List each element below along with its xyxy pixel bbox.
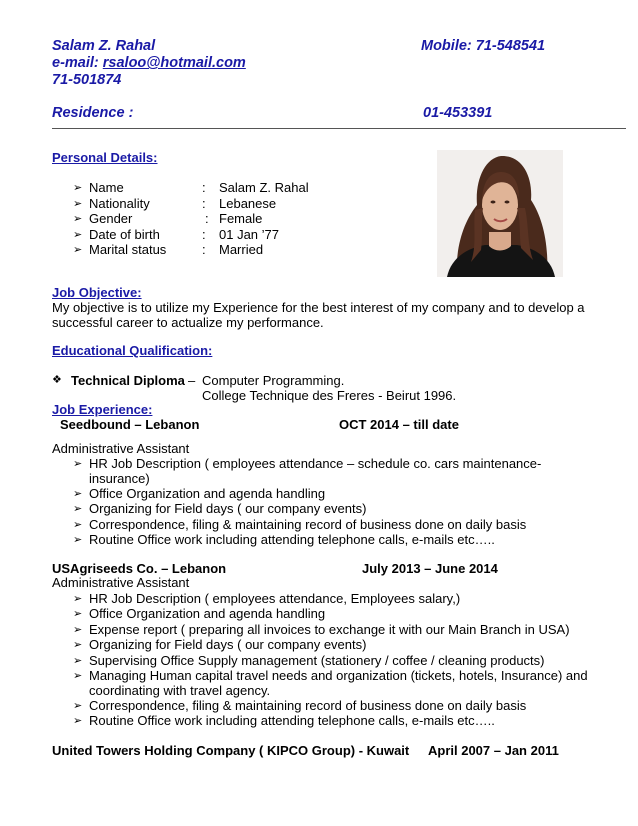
personal-details-heading: Personal Details: <box>52 150 158 165</box>
objective-text-line-1: My objective is to utilize my Experience for the best interest of my company and to develop a <box>52 300 585 315</box>
arrow-bullet-icon: ➢ <box>73 229 83 241</box>
arrow-bullet-icon: ➢ <box>73 670 83 682</box>
pd-value: Lebanese <box>219 196 277 211</box>
diamond-bullet-icon: ❖ <box>52 374 62 386</box>
arrow-bullet-icon: ➢ <box>73 593 83 605</box>
school-name: College Technique des Freres - Beirut 1996. <box>202 388 457 403</box>
job1-duty: Routine Office work including attending telephone calls, e-mails etc….. <box>89 532 495 547</box>
email-link[interactable]: rsaloo@hotmail.com <box>102 55 246 71</box>
header-divider <box>52 128 626 129</box>
pd-value: Female <box>219 211 263 226</box>
job1-duty: insurance) <box>89 471 150 486</box>
arrow-bullet-icon: ➢ <box>73 608 83 620</box>
job2-role: Administrative Assistant <box>52 575 190 590</box>
job2-company: USAgriseeds Co. – Lebanon <box>52 561 227 576</box>
job2-duty: Routine Office work including attending telephone calls, e-mails etc….. <box>89 713 495 728</box>
arrow-bullet-icon: ➢ <box>73 488 83 500</box>
arrow-bullet-icon: ➢ <box>73 519 83 531</box>
job2-duty: Organizing for Field days ( our company events) <box>89 637 367 652</box>
candidate-name: Salam Z. Rahal <box>52 38 156 54</box>
job1-dates: OCT 2014 – till date <box>339 417 459 432</box>
email-label: e-mail: <box>52 55 103 71</box>
pd-label: Nationality <box>89 196 150 211</box>
arrow-bullet-icon: ➢ <box>73 715 83 727</box>
job2-duty: coordinating with travel agency. <box>89 683 271 698</box>
job1-duty: HR Job Description ( employees attendance – schedule co. cars maintenance- <box>89 456 542 471</box>
job2-duty: HR Job Description ( employees attendance, Employees salary,) <box>89 591 461 606</box>
email-line <box>52 55 246 71</box>
arrow-bullet-icon: ➢ <box>73 503 83 515</box>
job2-dates: July 2013 – June 2014 <box>362 561 498 576</box>
job2-duty: Correspondence, filing & maintaining record of business done on daily basis <box>89 698 527 713</box>
job2-duty: Supervising Office Supply management (stationery / coffee / cleaning products) <box>89 653 545 668</box>
job-experience-heading: Job Experience: <box>52 402 153 417</box>
job1-duty: Correspondence, filing & maintaining record of business done on daily basis <box>89 517 527 532</box>
degree-dash: – <box>188 373 196 388</box>
arrow-bullet-icon: ➢ <box>73 198 83 210</box>
pd-value: Married <box>219 242 264 257</box>
arrow-bullet-icon: ➢ <box>73 700 83 712</box>
arrow-bullet-icon: ➢ <box>73 182 83 194</box>
portrait-photo <box>437 150 563 277</box>
mobile-number: Mobile: 71-548541 <box>421 38 546 54</box>
job1-role: Administrative Assistant <box>52 441 190 456</box>
arrow-bullet-icon: ➢ <box>73 213 83 225</box>
arrow-bullet-icon: ➢ <box>73 458 83 470</box>
degree-field: Computer Programming. <box>202 373 345 388</box>
pd-value: 01 Jan ’77 <box>219 227 279 242</box>
arrow-bullet-icon: ➢ <box>73 624 83 636</box>
pd-label: Gender <box>89 211 133 226</box>
pd-label: Marital status <box>89 242 167 257</box>
job3-dates: April 2007 – Jan 2011 <box>428 743 559 758</box>
residence-phone: 01-453391 <box>423 105 493 121</box>
job1-duty: Organizing for Field days ( our company events) <box>89 501 367 516</box>
objective-text-line-2: successful career to actualize my performance. <box>52 315 324 330</box>
pd-label: Name <box>89 180 124 195</box>
arrow-bullet-icon: ➢ <box>73 534 83 546</box>
residence-label: Residence : <box>52 105 134 121</box>
job2-duty: Managing Human capital travel needs and organization (tickets, hotels, Insurance) and <box>89 668 588 683</box>
education-heading: Educational Qualification: <box>52 343 213 358</box>
job2-duty: Expense report ( preparing all invoices to exchange it with our Main Branch in USA) <box>89 622 570 637</box>
degree-name: Technical Diploma <box>71 373 185 388</box>
arrow-bullet-icon: ➢ <box>73 244 83 256</box>
job2-duty: Office Organization and agenda handling <box>89 606 326 621</box>
phone-2: 71-501874 <box>52 72 122 88</box>
job1-duty: Office Organization and agenda handling <box>89 486 326 501</box>
arrow-bullet-icon: ➢ <box>73 655 83 667</box>
pd-label: Date of birth <box>89 227 160 242</box>
job-objective-heading: Job Objective: <box>52 285 142 300</box>
job3-company: United Towers Holding Company ( KIPCO Group) - Kuwait <box>52 743 410 758</box>
pd-value: Salam Z. Rahal <box>219 180 309 195</box>
job1-company: Seedbound – Lebanon <box>60 417 200 432</box>
arrow-bullet-icon: ➢ <box>73 639 83 651</box>
